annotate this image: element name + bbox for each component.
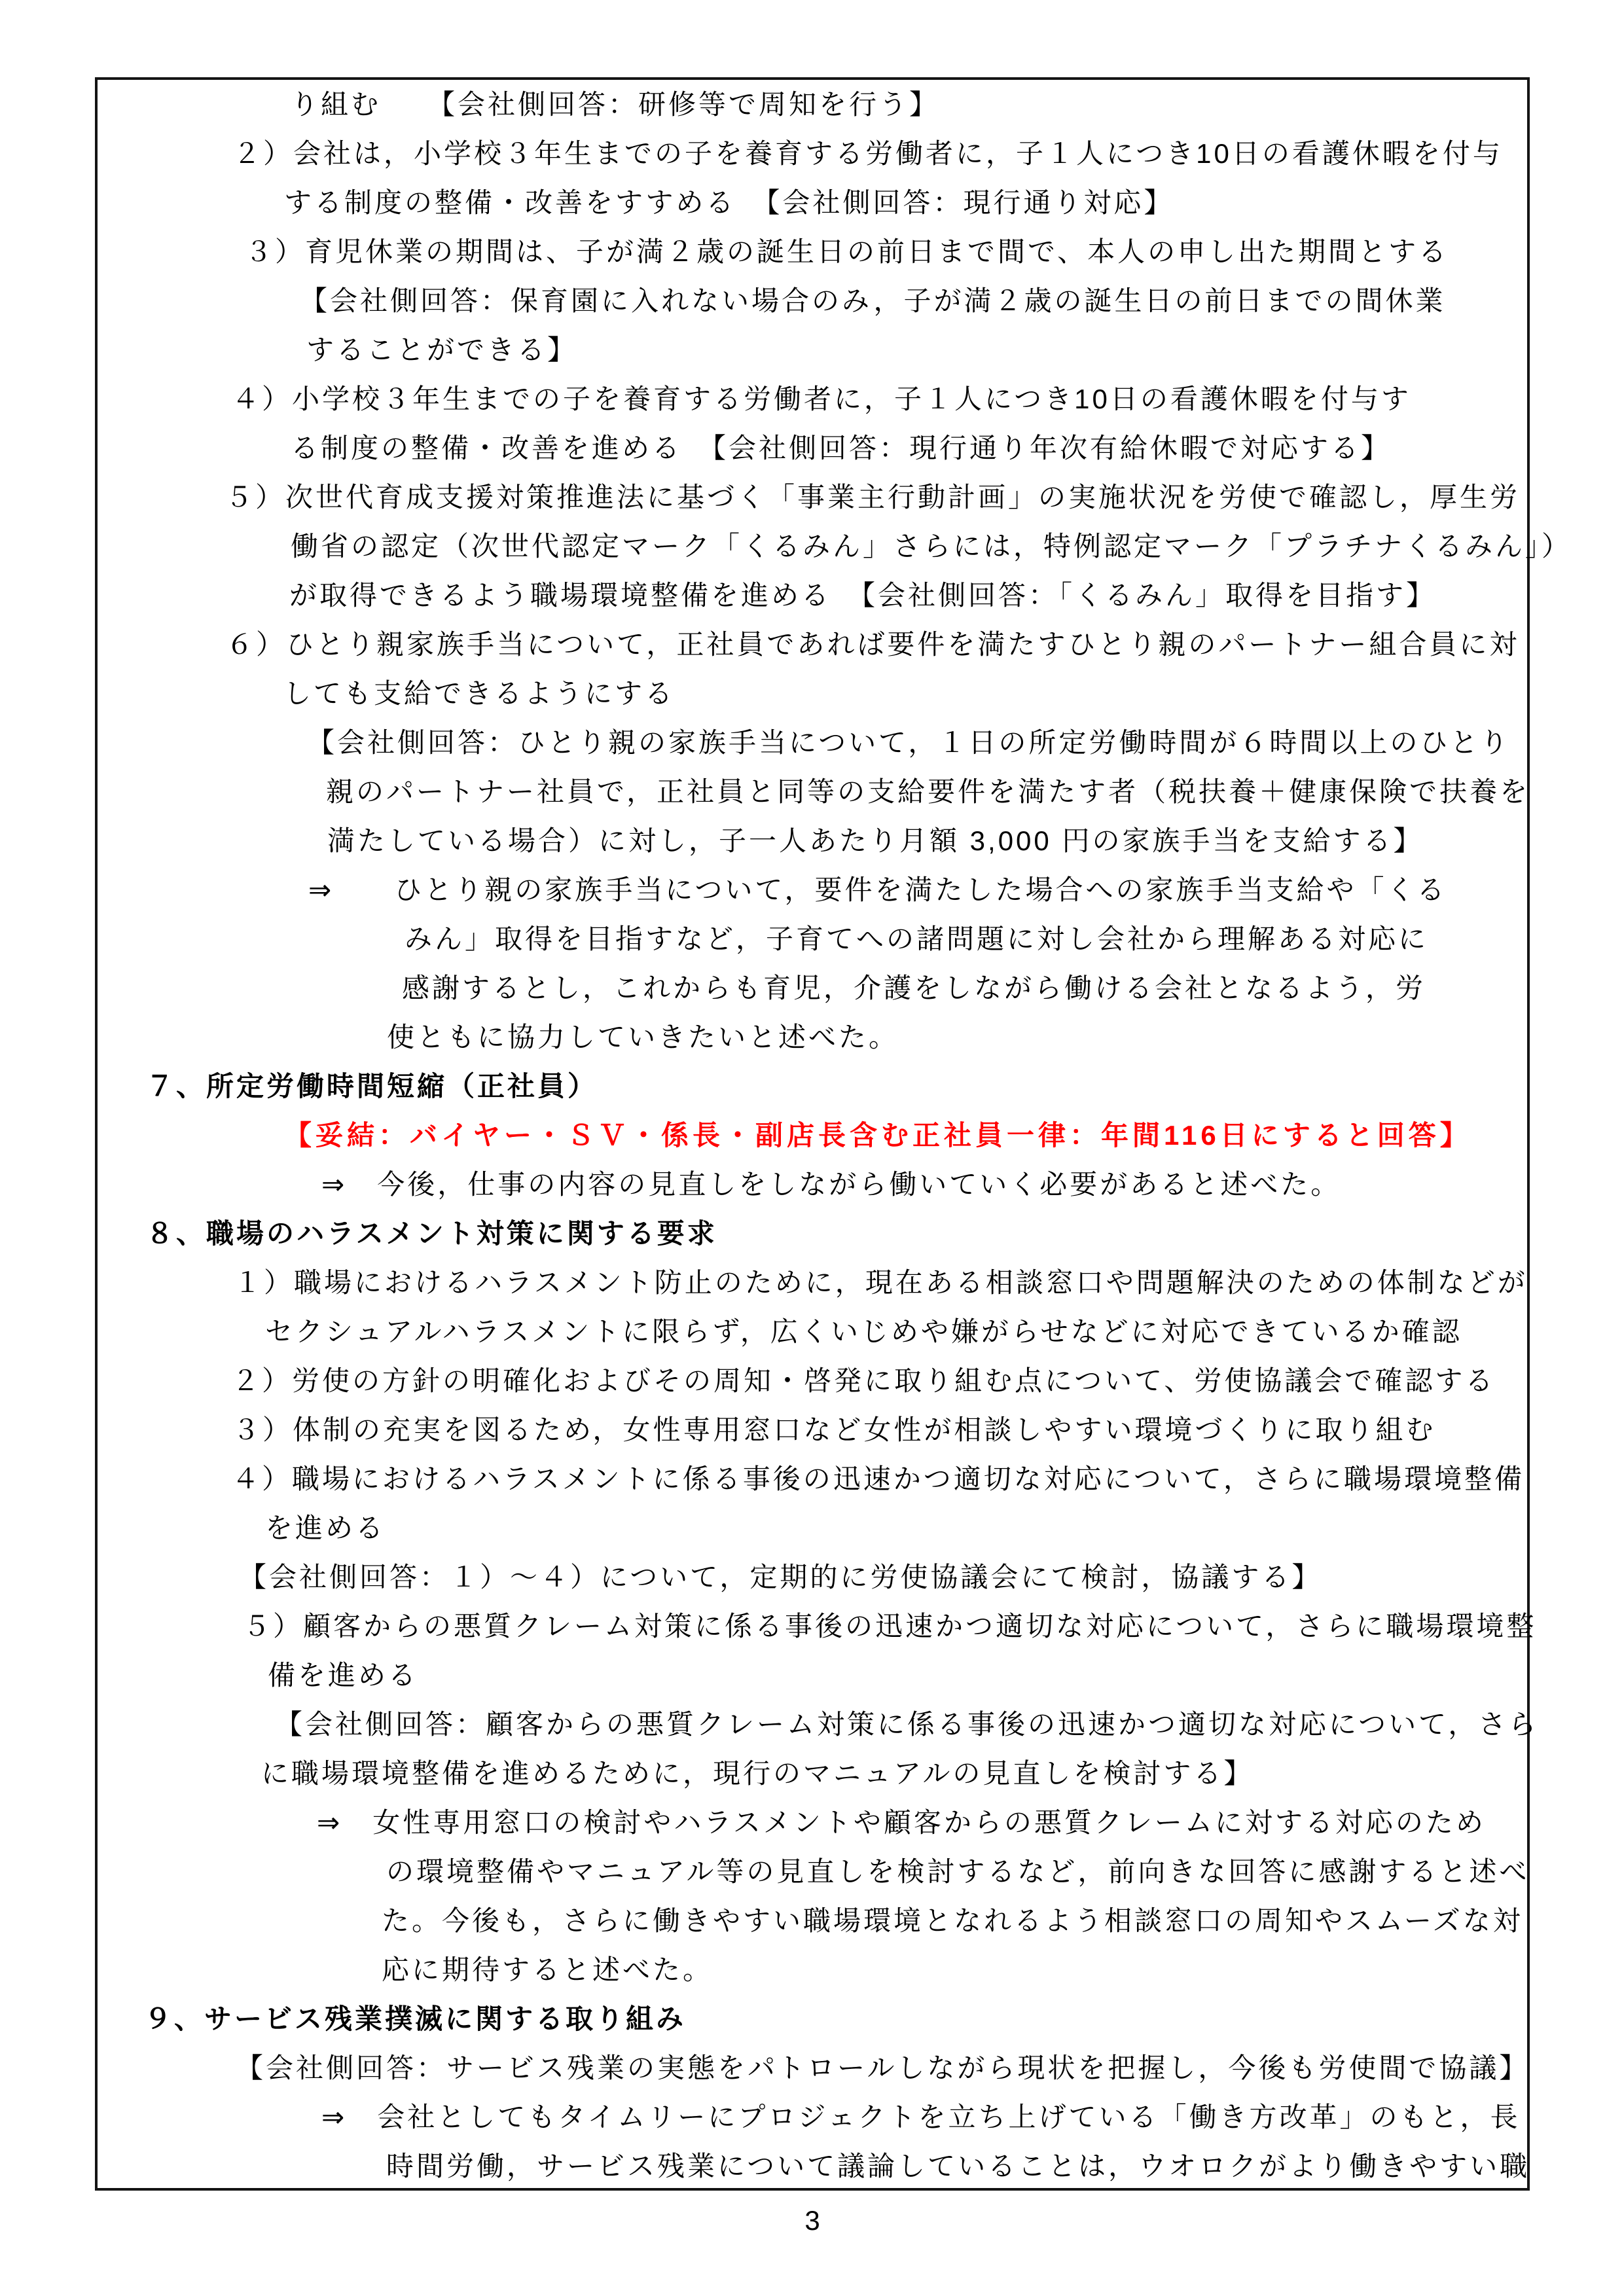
doc-line: た。今後も，さらに働きやすい職場環境となれるよう相談窓口の周知やスムーズな対 — [382, 1905, 1523, 1936]
doc-line: 備を進める — [268, 1660, 419, 1691]
doc-line: 【会社側回答：サービス残業の実態をパトロールしながら現状を把握し，今後も労使間で協議】 — [236, 2053, 1530, 2083]
doc-line: ５）顧客からの悪質クレーム対策に係る事後の迅速かつ適切な対応について，さらに職場環境整 — [243, 1611, 1537, 1641]
doc-line: 応に期待すると述べた。 — [382, 1954, 713, 1985]
doc-line: が取得できるよう職場環境整備を進める 【会社側回答：「くるみん」取得を目指す】 — [289, 580, 1437, 611]
doc-line: る制度の整備・改善を進める 【会社側回答：現行通り年次有給休暇で対応する】 — [291, 433, 1392, 463]
doc-line: 満たしている場合）に対し，子一人あたり月額 3,000 円の家族手当を支給する】 — [327, 825, 1424, 856]
doc-line: ６）ひとり親家族手当について，正社員であれば要件を満たすひとり親のパートナー組合員に対 — [226, 629, 1520, 660]
doc-line: １）職場におけるハラスメント防止のために，現在ある相談窓口や問題解決のための体制などが — [234, 1267, 1528, 1298]
doc-line: ⇒ ひとり親の家族手当について，要件を満たした場合への家族手当支給や「くる — [308, 874, 1447, 905]
doc-line: ４）職場におけるハラスメントに係る事後の迅速かつ適切な対応について，さらに職場環境整備 — [232, 1463, 1525, 1494]
doc-line: に職場環境整備を進めるために，現行のマニュアルの見直しを検討する】 — [261, 1758, 1254, 1789]
section-8-heading: ８、職場のハラスメント対策に関する要求 — [146, 1218, 717, 1249]
doc-line: みん」取得を目指すなど，子育てへの諸問題に対し会社から理解ある対応に — [405, 924, 1429, 954]
doc-line: 感謝するとし，これからも育児，介護をしながら働ける会社となるよう，労 — [402, 973, 1426, 1003]
doc-line: しても支給できるようにする — [283, 678, 676, 709]
page-number: 3 — [804, 2205, 820, 2236]
doc-line: 【会社側回答：顧客からの悪質クレーム対策に係る事後の迅速かつ適切な対応について，さら — [275, 1709, 1539, 1740]
doc-line: ⇒ 女性専用窓口の検討やハラスメントや顧客からの悪質クレームに対する対応のため — [317, 1807, 1486, 1838]
doc-line: ３）体制の充実を図るため，女性専用窓口など女性が相談しやすい環境づくりに取り組む — [232, 1414, 1436, 1445]
doc-line: ⇒ 会社としてもタイムリーにプロジェクトを立ち上げている「働き方改革」のもと，長 — [321, 2102, 1521, 2132]
section-9-heading: ９、サービス残業撲滅に関する取り組み — [144, 2003, 687, 2034]
doc-line: 【会社側回答：１）～４）について，定期的に労使協議会にて検討，協議する】 — [239, 1562, 1322, 1592]
doc-line: り組む 【会社側回答：研修等で周知を行う】 — [291, 89, 940, 120]
doc-line: ２）会社は，小学校３年生までの子を養育する労働者に，子１人につき10日の看護休暇を付与 — [233, 138, 1503, 169]
doc-line: 【会社側回答：ひとり親の家族手当について，１日の所定労働時間が６時間以上のひとり — [307, 727, 1511, 758]
doc-line: ２）労使の方針の明確化およびその周知・啓発に取り組む点について、労使協議会で確認する — [232, 1365, 1496, 1396]
doc-line: 時間労働，サービス残業について議論していることは，ウオロクがより働きやすい職 — [386, 2151, 1530, 2181]
doc-line: ３）育児休業の期間は、子が満２歳の誕生日の前日まで間で、本人の申し出た期間とする — [245, 236, 1449, 267]
doc-line: 【会社側回答：保育園に入れない場合のみ，子が満２歳の誕生日の前日までの間休業 — [300, 285, 1446, 316]
section-7-heading: ７、所定労働時間短縮（正社員） — [146, 1071, 598, 1102]
doc-line: ５）次世代育成支援対策推進法に基づく「事業主行動計画」の実施状況を労使で確認し，厚生労 — [225, 482, 1521, 512]
doc-line: セクシュアルハラスメントに限らず，広くいじめや嫌がらせなどに対応できているか確認 — [265, 1316, 1462, 1347]
doc-line: の環境整備やマニュアル等の見直しを検討するなど，前向きな回答に感謝すると述べ — [386, 1856, 1530, 1887]
doc-line: 働省の認定（次世代認定マーク「くるみん」さらには，特例認定マーク「プラチナくるみん」） — [291, 531, 1572, 562]
settlement-red-line: 【妥結：バイヤー・ＳＶ・係長・副店長含む正社員一律：年間116日にすると回答】 — [284, 1120, 1471, 1151]
doc-line: ⇒ 今後，仕事の内容の見直しをしながら働いていく必要があると述べた。 — [321, 1169, 1341, 1200]
doc-line: ４）小学校３年生までの子を養育する労働者に，子１人につき10日の看護休暇を付与す — [232, 384, 1411, 414]
doc-line: を進める — [265, 1513, 386, 1543]
doc-line: することができる】 — [306, 334, 578, 365]
doc-line: 親のパートナー社員で，正社員と同等の支給要件を満たす者（税扶養＋健康保険で扶養を — [326, 776, 1530, 807]
doc-line: する制度の整備・改善をすすめる 【会社側回答：現行通り対応】 — [284, 187, 1174, 218]
content-border-box — [95, 77, 1572, 2191]
doc-line: 使ともに協力していきたいと述べた。 — [387, 1022, 899, 1052]
